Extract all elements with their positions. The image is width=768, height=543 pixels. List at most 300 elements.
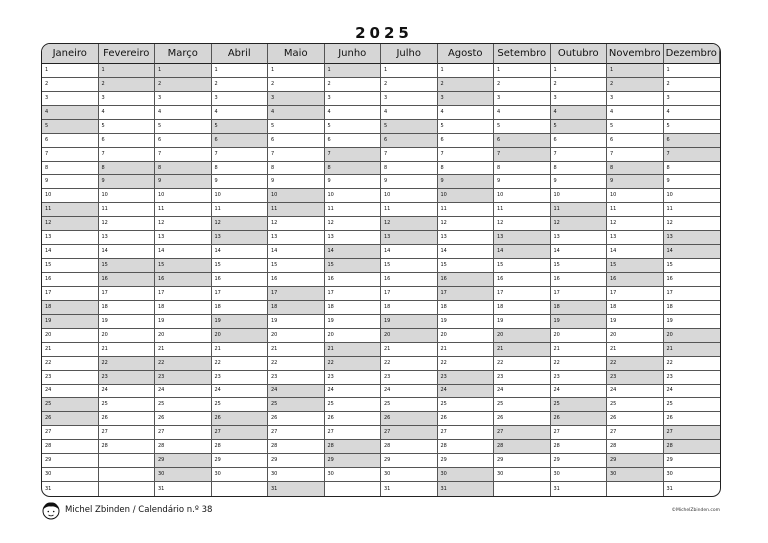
- day-cell: [381, 357, 438, 371]
- day-number: 14: [384, 248, 391, 255]
- day-number: 19: [212, 315, 229, 328]
- day-number: 10: [666, 192, 673, 199]
- day-note-space: [398, 468, 437, 481]
- day-cell: [664, 120, 721, 134]
- day-number: 6: [158, 136, 162, 143]
- day-cell: [438, 357, 495, 371]
- day-cell: [438, 162, 495, 176]
- day-number: 21: [101, 345, 108, 352]
- day-note-space: [455, 231, 494, 244]
- day-cell: [42, 468, 99, 482]
- author-credit: Michel Zbinden / Calendário n.º 38: [65, 505, 213, 515]
- day-cell: [99, 217, 156, 231]
- day-number: 11: [42, 203, 59, 216]
- day-note-space: [285, 231, 324, 244]
- day-note-space: [681, 412, 721, 425]
- day-cell: [99, 343, 156, 357]
- day-cell: [664, 245, 721, 259]
- day-number: 24: [497, 387, 504, 394]
- day-note-space: [511, 371, 550, 384]
- day-note-space: [681, 343, 721, 356]
- day-note-space: [285, 385, 324, 398]
- day-note-space: [342, 426, 381, 439]
- day-number: 13: [271, 234, 278, 241]
- day-note-space: [681, 287, 721, 300]
- day-number: 7: [271, 150, 275, 157]
- day-number: 1: [384, 66, 388, 73]
- day-cell: [607, 162, 664, 176]
- day-note-space: [568, 148, 607, 161]
- day-cell: [551, 175, 608, 189]
- day-note-space: [398, 412, 437, 425]
- day-cell: [664, 329, 721, 343]
- day-note-space: [398, 398, 437, 411]
- day-note-space: [59, 398, 98, 411]
- day-number: 13: [664, 231, 681, 244]
- day-note-space: [455, 398, 494, 411]
- day-note-space: [59, 357, 98, 370]
- day-note-space: [229, 385, 268, 398]
- day-number: 18: [327, 303, 334, 310]
- day-number: 4: [497, 108, 501, 115]
- day-note-space: [59, 78, 98, 91]
- day-number: 6: [45, 136, 49, 143]
- day-cell: [42, 162, 99, 176]
- day-note-space: [59, 162, 98, 175]
- day-note-space: [59, 148, 98, 161]
- day-number: 2: [327, 80, 331, 87]
- day-number: 6: [440, 136, 444, 143]
- day-note-space: [116, 92, 155, 105]
- day-note-space: [285, 426, 324, 439]
- day-number: 10: [438, 189, 455, 202]
- day-cell: [42, 64, 99, 78]
- day-note-space: [229, 287, 268, 300]
- day-number: 16: [607, 273, 624, 286]
- day-number: 12: [271, 220, 278, 227]
- day-note-space: [229, 106, 268, 119]
- day-number: 1: [155, 64, 172, 77]
- empty-cell: [99, 482, 156, 496]
- day-note-space: [59, 203, 98, 216]
- day-cell: [155, 245, 212, 259]
- day-number: 13: [553, 234, 560, 241]
- day-note-space: [285, 301, 324, 314]
- day-note-space: [229, 412, 268, 425]
- day-note-space: [342, 175, 381, 188]
- day-note-space: [681, 203, 721, 216]
- month-header-5: Maio: [268, 44, 325, 64]
- day-note-space: [116, 273, 155, 286]
- day-note-space: [59, 175, 98, 188]
- day-number: 3: [327, 94, 331, 101]
- day-number: 26: [158, 415, 165, 422]
- day-note-space: [172, 189, 211, 202]
- day-note-space: [398, 64, 437, 77]
- day-number: 6: [212, 134, 229, 147]
- day-note-space: [172, 231, 211, 244]
- day-note-space: [568, 245, 607, 258]
- day-cell: [99, 78, 156, 92]
- day-note-space: [342, 189, 381, 202]
- day-number: 14: [45, 248, 52, 255]
- day-number: 4: [214, 108, 218, 115]
- day-number: 15: [497, 262, 504, 269]
- day-number: 8: [607, 162, 624, 175]
- day-number: 25: [497, 401, 504, 408]
- day-note-space: [398, 189, 437, 202]
- day-note-space: [568, 189, 607, 202]
- day-number: 13: [494, 231, 511, 244]
- day-cell: [381, 412, 438, 426]
- day-note-space: [116, 78, 155, 91]
- day-cell: [381, 245, 438, 259]
- day-cell: [99, 120, 156, 134]
- day-note-space: [511, 148, 550, 161]
- day-cell: [551, 454, 608, 468]
- day-note-space: [229, 189, 268, 202]
- day-cell: [381, 231, 438, 245]
- day-cell: [664, 371, 721, 385]
- day-note-space: [681, 78, 721, 91]
- day-cell: [99, 189, 156, 203]
- day-cell: [438, 301, 495, 315]
- day-note-space: [624, 259, 663, 272]
- day-number: 19: [327, 317, 334, 324]
- day-number: 3: [158, 94, 162, 101]
- day-number: 22: [325, 357, 342, 370]
- day-cell: [381, 329, 438, 343]
- day-note-space: [511, 412, 550, 425]
- day-number: 2: [214, 80, 218, 87]
- day-cell: [212, 426, 269, 440]
- day-cell: [438, 440, 495, 454]
- day-note-space: [398, 426, 437, 439]
- day-number: 13: [158, 234, 165, 241]
- day-cell: [607, 440, 664, 454]
- day-number: 25: [268, 398, 285, 411]
- day-note-space: [624, 426, 663, 439]
- day-number: 5: [381, 120, 398, 133]
- day-number: 30: [214, 471, 221, 478]
- day-cell: [381, 468, 438, 482]
- day-number: 1: [271, 66, 275, 73]
- day-number: 5: [551, 120, 568, 133]
- day-cell: [42, 189, 99, 203]
- day-cell: [325, 231, 382, 245]
- day-cell: [551, 64, 608, 78]
- day-note-space: [285, 482, 324, 496]
- day-number: 22: [99, 357, 116, 370]
- day-cell: [438, 92, 495, 106]
- day-number: 30: [438, 468, 455, 481]
- day-cell: [325, 273, 382, 287]
- day-note-space: [285, 287, 324, 300]
- day-number: 13: [610, 234, 617, 241]
- month-header-3: Março: [155, 44, 212, 64]
- day-cell: [494, 231, 551, 245]
- day-number: 16: [327, 275, 334, 282]
- day-note-space: [229, 454, 268, 467]
- day-number: 20: [212, 329, 229, 342]
- day-cell: [99, 162, 156, 176]
- day-cell: [99, 203, 156, 217]
- day-note-space: [229, 315, 268, 328]
- day-cell: [212, 92, 269, 106]
- day-number: 29: [325, 454, 342, 467]
- day-number: 18: [610, 303, 617, 310]
- day-number: 25: [101, 401, 108, 408]
- day-number: 14: [494, 245, 511, 258]
- day-cell: [664, 175, 721, 189]
- day-cell: [212, 245, 269, 259]
- day-cell: [42, 371, 99, 385]
- day-number: 19: [381, 315, 398, 328]
- day-number: 7: [664, 148, 681, 161]
- day-cell: [607, 287, 664, 301]
- day-cell: [268, 162, 325, 176]
- day-note-space: [568, 162, 607, 175]
- day-number: 1: [666, 66, 670, 73]
- day-note-space: [172, 357, 211, 370]
- day-number: 15: [666, 262, 673, 269]
- day-cell: [212, 343, 269, 357]
- day-cell: [664, 287, 721, 301]
- day-cell: [551, 217, 608, 231]
- day-note-space: [59, 64, 98, 77]
- day-cell: [99, 231, 156, 245]
- day-number: 8: [99, 162, 116, 175]
- day-note-space: [342, 259, 381, 272]
- day-cell: [155, 357, 212, 371]
- day-number: 9: [99, 175, 116, 188]
- day-note-space: [59, 301, 98, 314]
- day-note-space: [398, 175, 437, 188]
- day-cell: [494, 217, 551, 231]
- day-number: 5: [42, 120, 59, 133]
- day-number: 26: [101, 415, 108, 422]
- day-number: 11: [158, 206, 165, 213]
- day-cell: [438, 371, 495, 385]
- day-cell: [99, 259, 156, 273]
- day-note-space: [568, 106, 607, 119]
- day-note-space: [116, 148, 155, 161]
- day-note-space: [229, 162, 268, 175]
- day-cell: [268, 189, 325, 203]
- day-cell: [268, 134, 325, 148]
- day-number: 10: [158, 192, 165, 199]
- day-note-space: [116, 301, 155, 314]
- day-cell: [438, 287, 495, 301]
- day-cell: [325, 134, 382, 148]
- day-number: 26: [381, 412, 398, 425]
- day-number: 25: [327, 401, 334, 408]
- day-cell: [551, 412, 608, 426]
- day-number: 31: [553, 485, 560, 492]
- day-note-space: [398, 357, 437, 370]
- day-note-space: [681, 385, 721, 398]
- day-cell: [494, 78, 551, 92]
- day-number: 2: [99, 78, 116, 91]
- day-number: 28: [158, 443, 165, 450]
- day-cell: [494, 148, 551, 162]
- day-note-space: [568, 440, 607, 453]
- day-note-space: [681, 231, 721, 244]
- day-note-space: [398, 482, 437, 496]
- day-cell: [268, 78, 325, 92]
- day-cell: [268, 301, 325, 315]
- day-note-space: [624, 120, 663, 133]
- day-cell: [664, 315, 721, 329]
- day-note-space: [511, 106, 550, 119]
- day-cell: [155, 259, 212, 273]
- site-credit: ©MichelZbinden.com: [671, 508, 720, 513]
- day-note-space: [285, 468, 324, 481]
- day-number: 29: [497, 457, 504, 464]
- day-note-space: [342, 273, 381, 286]
- day-cell: [551, 385, 608, 399]
- day-note-space: [398, 440, 437, 453]
- day-cell: [268, 148, 325, 162]
- day-cell: [551, 162, 608, 176]
- day-note-space: [455, 468, 494, 481]
- day-cell: [42, 412, 99, 426]
- day-cell: [155, 440, 212, 454]
- day-note-space: [342, 148, 381, 161]
- day-cell: [664, 217, 721, 231]
- day-note-space: [568, 134, 607, 147]
- day-number: 6: [271, 136, 275, 143]
- day-note-space: [398, 106, 437, 119]
- day-cell: [551, 371, 608, 385]
- day-number: 16: [214, 275, 221, 282]
- day-cell: [325, 468, 382, 482]
- day-number: 26: [610, 415, 617, 422]
- day-note-space: [511, 385, 550, 398]
- day-number: 1: [553, 66, 557, 73]
- day-cell: [155, 64, 212, 78]
- day-note-space: [59, 343, 98, 356]
- day-note-space: [172, 482, 211, 496]
- day-cell: [664, 148, 721, 162]
- day-note-space: [681, 175, 721, 188]
- day-number: 23: [99, 371, 116, 384]
- day-cell: [99, 371, 156, 385]
- day-cell: [212, 148, 269, 162]
- day-cell: [494, 92, 551, 106]
- day-number: 30: [327, 471, 334, 478]
- day-cell: [325, 106, 382, 120]
- day-number: 5: [158, 122, 162, 129]
- day-cell: [381, 64, 438, 78]
- day-number: 8: [553, 164, 557, 171]
- day-note-space: [681, 162, 721, 175]
- day-cell: [212, 120, 269, 134]
- day-number: 9: [214, 178, 218, 185]
- day-cell: [155, 189, 212, 203]
- day-cell: [607, 371, 664, 385]
- day-cell: [607, 315, 664, 329]
- day-note-space: [172, 259, 211, 272]
- day-note-space: [511, 231, 550, 244]
- day-cell: [155, 287, 212, 301]
- day-number: 26: [551, 412, 568, 425]
- day-cell: [212, 454, 269, 468]
- day-cell: [607, 357, 664, 371]
- day-note-space: [229, 398, 268, 411]
- day-cell: [664, 78, 721, 92]
- day-cell: [99, 412, 156, 426]
- day-cell: [664, 357, 721, 371]
- day-cell: [607, 398, 664, 412]
- day-cell: [268, 398, 325, 412]
- day-cell: [268, 231, 325, 245]
- day-cell: [155, 92, 212, 106]
- day-number: 22: [607, 357, 624, 370]
- day-cell: [325, 287, 382, 301]
- day-note-space: [568, 385, 607, 398]
- day-note-space: [59, 273, 98, 286]
- day-note-space: [172, 64, 211, 77]
- day-number: 20: [664, 329, 681, 342]
- day-cell: [42, 454, 99, 468]
- day-number: 10: [497, 192, 504, 199]
- day-note-space: [455, 64, 494, 77]
- day-note-space: [455, 203, 494, 216]
- day-note-space: [511, 120, 550, 133]
- day-cell: [607, 426, 664, 440]
- day-note-space: [342, 412, 381, 425]
- day-note-space: [229, 245, 268, 258]
- day-note-space: [229, 440, 268, 453]
- day-number: 17: [101, 289, 108, 296]
- day-cell: [607, 217, 664, 231]
- day-number: 27: [271, 429, 278, 436]
- day-cell: [99, 106, 156, 120]
- day-cell: [212, 203, 269, 217]
- day-number: 26: [327, 415, 334, 422]
- day-number: 16: [99, 273, 116, 286]
- day-note-space: [398, 371, 437, 384]
- day-cell: [664, 468, 721, 482]
- day-note-space: [285, 315, 324, 328]
- day-cell: [607, 259, 664, 273]
- day-cell: [551, 273, 608, 287]
- day-note-space: [285, 64, 324, 77]
- day-cell: [212, 78, 269, 92]
- day-cell: [664, 231, 721, 245]
- day-number: 17: [666, 289, 673, 296]
- day-cell: [607, 412, 664, 426]
- day-number: 7: [440, 150, 444, 157]
- day-cell: [212, 371, 269, 385]
- day-cell: [212, 189, 269, 203]
- empty-cell: [99, 468, 156, 482]
- day-number: 31: [438, 482, 455, 496]
- day-number: 27: [381, 426, 398, 439]
- day-number: 20: [327, 331, 334, 338]
- day-note-space: [624, 134, 663, 147]
- day-cell: [438, 343, 495, 357]
- day-note-space: [624, 203, 663, 216]
- day-number: 9: [553, 178, 557, 185]
- day-cell: [325, 301, 382, 315]
- day-cell: [381, 440, 438, 454]
- day-cell: [381, 301, 438, 315]
- day-number: 14: [271, 248, 278, 255]
- day-cell: [155, 148, 212, 162]
- day-cell: [325, 245, 382, 259]
